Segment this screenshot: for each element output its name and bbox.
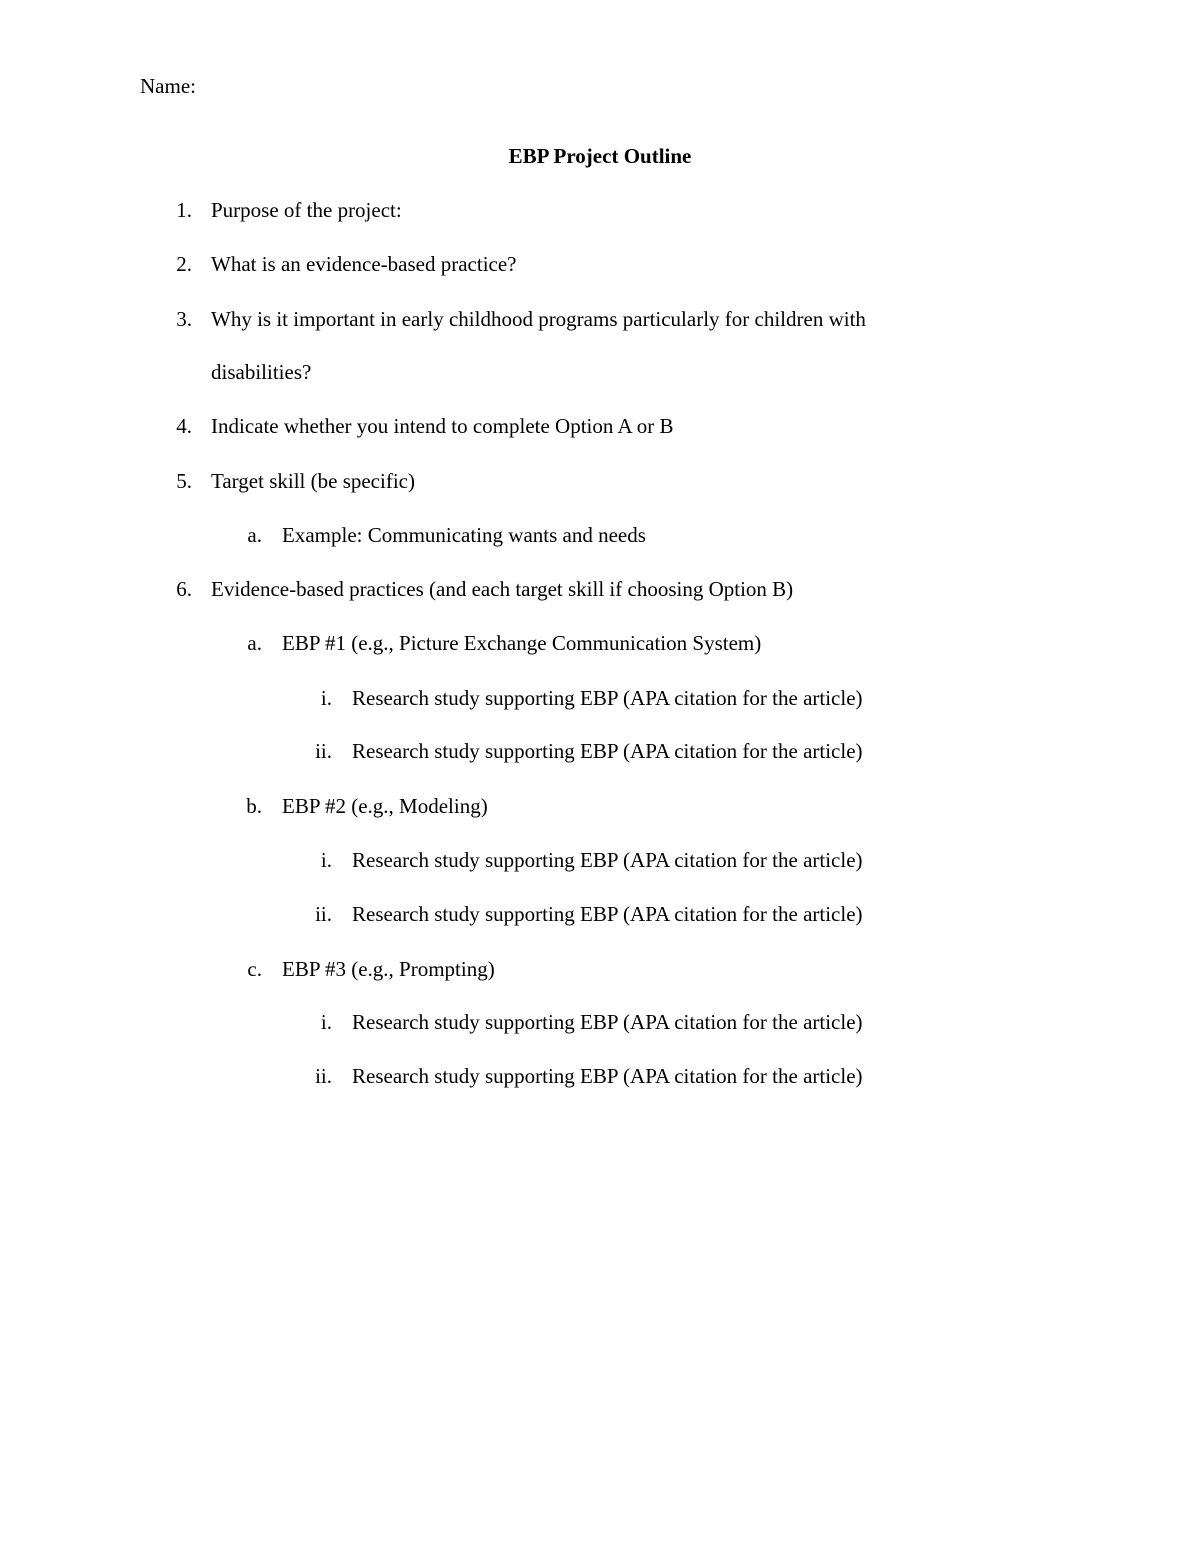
sublist-marker: a. [247,631,262,655]
sublist-item-ebp-2: EBP #2 (e.g., Modeling) [282,794,488,818]
sublist-item-example: Example: Communicating wants and needs [282,523,646,547]
subsublist-marker: i. [320,848,332,872]
sublist-marker: b. [246,794,262,818]
research-study-item: Research study supporting EBP (APA citation for the article) [352,739,863,763]
sublist-item-ebp-3: EBP #3 (e.g., Prompting) [282,957,495,981]
list-marker: 6. [176,577,192,601]
name-label: Name: [140,74,196,98]
list-marker: 3. [176,307,192,331]
subsublist-marker: i. [320,1010,332,1034]
research-study-item: Research study supporting EBP (APA citation for the article) [352,848,863,872]
list-marker: 2. [176,252,192,276]
list-marker: 4. [176,414,192,438]
sublist-marker: c. [247,957,262,981]
list-item-target-skill: Target skill (be specific) [211,469,415,493]
sublist-item-ebp-1: EBP #1 (e.g., Picture Exchange Communication System) [282,631,762,655]
list-item-importance-continuation: disabilities? [211,360,312,384]
research-study-item: Research study supporting EBP (APA citation for the article) [352,686,863,710]
list-item-ebp-definition: What is an evidence-based practice? [211,252,517,276]
research-study-item: Research study supporting EBP (APA citation for the article) [352,902,863,926]
list-item-evidence-based-practices: Evidence-based practices (and each target skill if choosing Option B) [211,577,794,601]
subsublist-marker: i. [320,686,332,710]
list-marker: 5. [176,469,192,493]
subsublist-marker: ii. [315,902,332,926]
sublist-marker: a. [247,523,262,547]
research-study-item: Research study supporting EBP (APA citation for the article) [352,1064,863,1088]
list-item-purpose: Purpose of the project: [211,198,402,222]
list-item-importance: Why is it important in early childhood programs particularly for children with [211,307,866,331]
list-marker: 1. [176,198,192,222]
subsublist-marker: ii. [315,739,332,763]
list-item-option: Indicate whether you intend to complete Option A or B [211,414,674,438]
research-study-item: Research study supporting EBP (APA citation for the article) [352,1010,863,1034]
page-title: EBP Project Outline [508,144,692,168]
subsublist-marker: ii. [315,1064,332,1088]
